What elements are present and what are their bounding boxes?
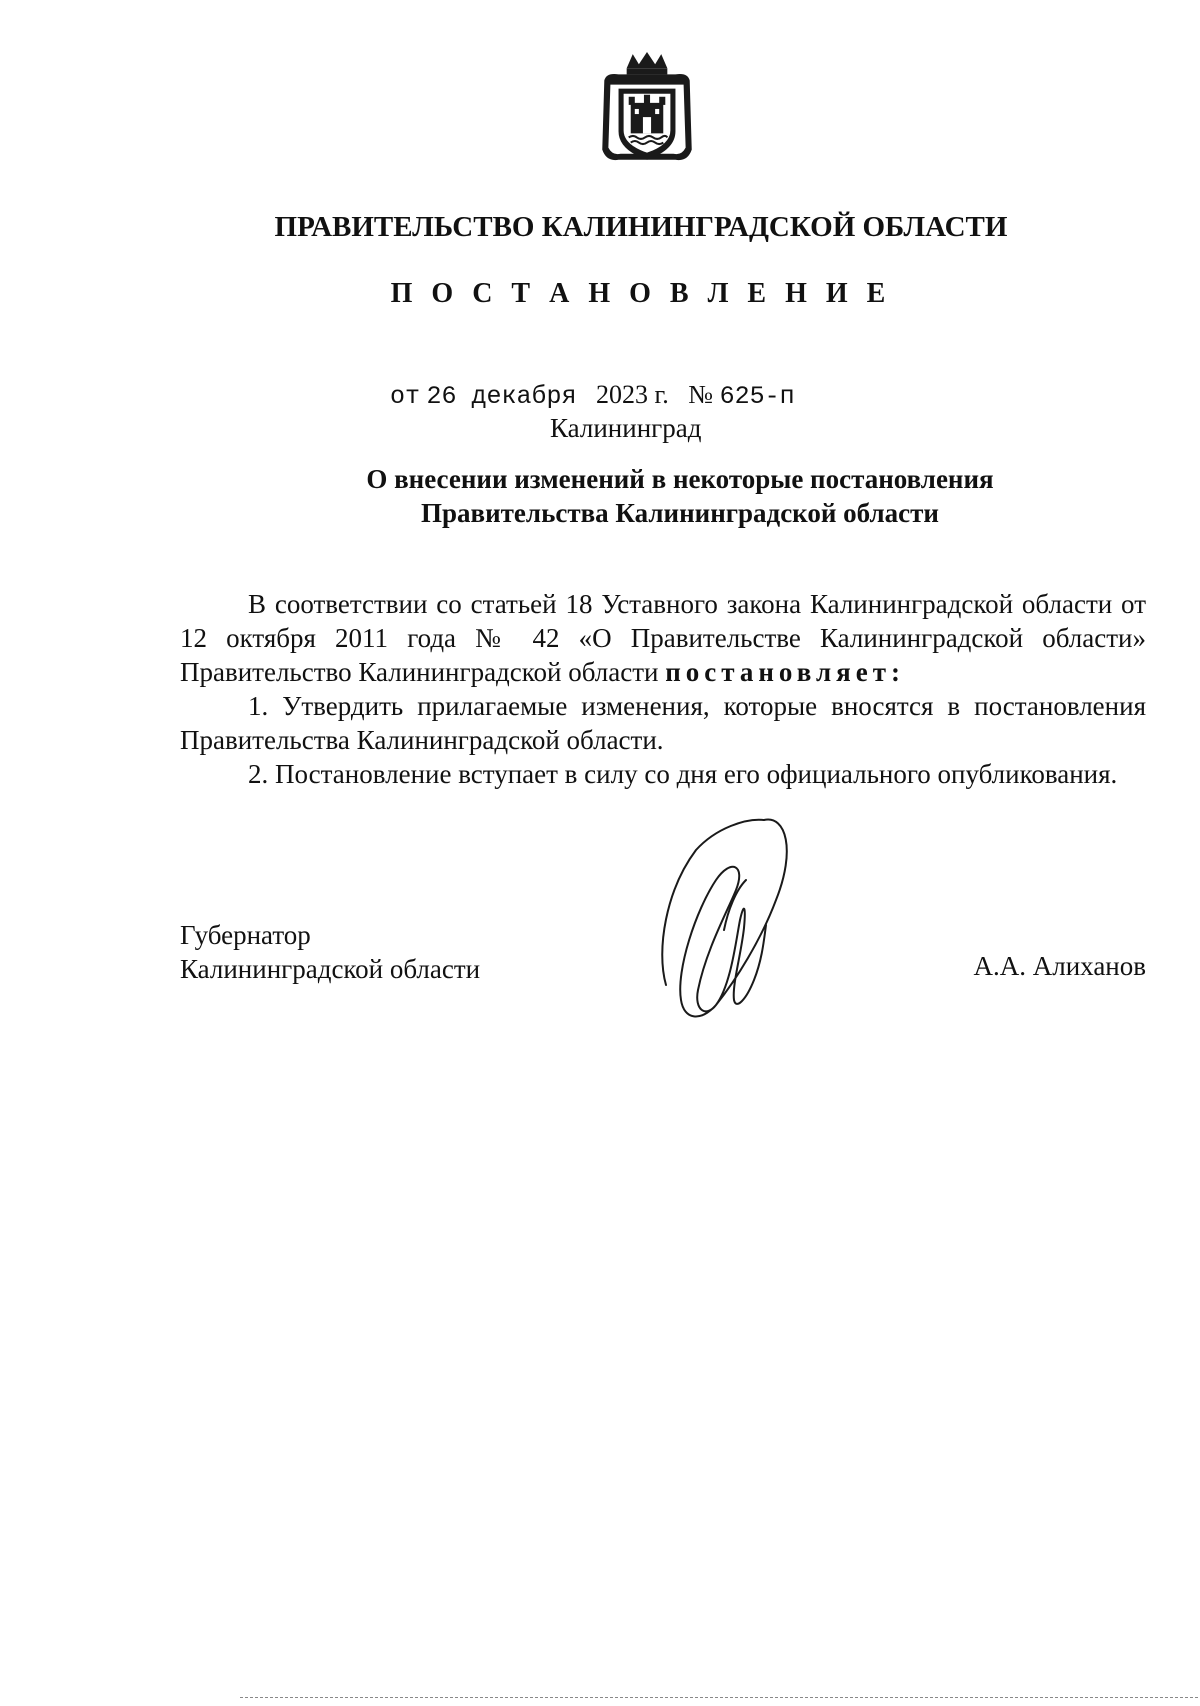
document-date-number xyxy=(390,380,795,411)
subject-line-1: О внесении изменений в некоторые постановления xyxy=(366,464,994,494)
government-title: ПРАВИТЕЛЬСТВО КАЛИНИНГРАДСКОЙ ОБЛАСТИ xyxy=(274,211,1008,243)
kaliningrad-coat-of-arms-icon xyxy=(596,50,698,172)
date-prefix: от xyxy=(390,382,421,411)
preamble-keyword: постановляет: xyxy=(665,657,905,687)
document-body xyxy=(180,587,1146,791)
page-bottom-divider xyxy=(240,1697,1198,1698)
document-city: Калининград xyxy=(550,413,702,443)
document-number: 625-п xyxy=(719,382,795,411)
subject-line-2: Правительства Калининградской области xyxy=(421,498,939,528)
signatory-position xyxy=(180,918,480,986)
date-day-month: 26 декабря xyxy=(426,382,577,411)
document-subject xyxy=(180,462,1180,530)
position-line-2: Калининградской области xyxy=(180,954,481,984)
signatory-name: А.А. Алиханов xyxy=(973,951,1146,981)
handwritten-signature-icon xyxy=(636,810,811,1025)
date-year: 2023 г. xyxy=(596,380,669,409)
document-type-title: П О С Т А Н О В Л Е Н И Е xyxy=(390,278,892,309)
item-2-paragraph: 2. Постановление вступает в силу со дня его официального опубликования. xyxy=(248,759,1118,789)
number-sign: № xyxy=(688,380,714,409)
preamble-paragraph xyxy=(180,587,1146,689)
position-line-1: Губернатор xyxy=(180,920,311,950)
item-1-paragraph: 1. Утвердить прилагаемые изменения, которые вносятся в постановления Правительства Калининградской области. xyxy=(180,691,1146,755)
preamble-text: В соответствии со статьей 18 Уставного закона Калининградской области от 12 октября 2011 года № 42 «О Правительстве Калининградской области» Правительство Калининградской области xyxy=(180,589,1146,687)
